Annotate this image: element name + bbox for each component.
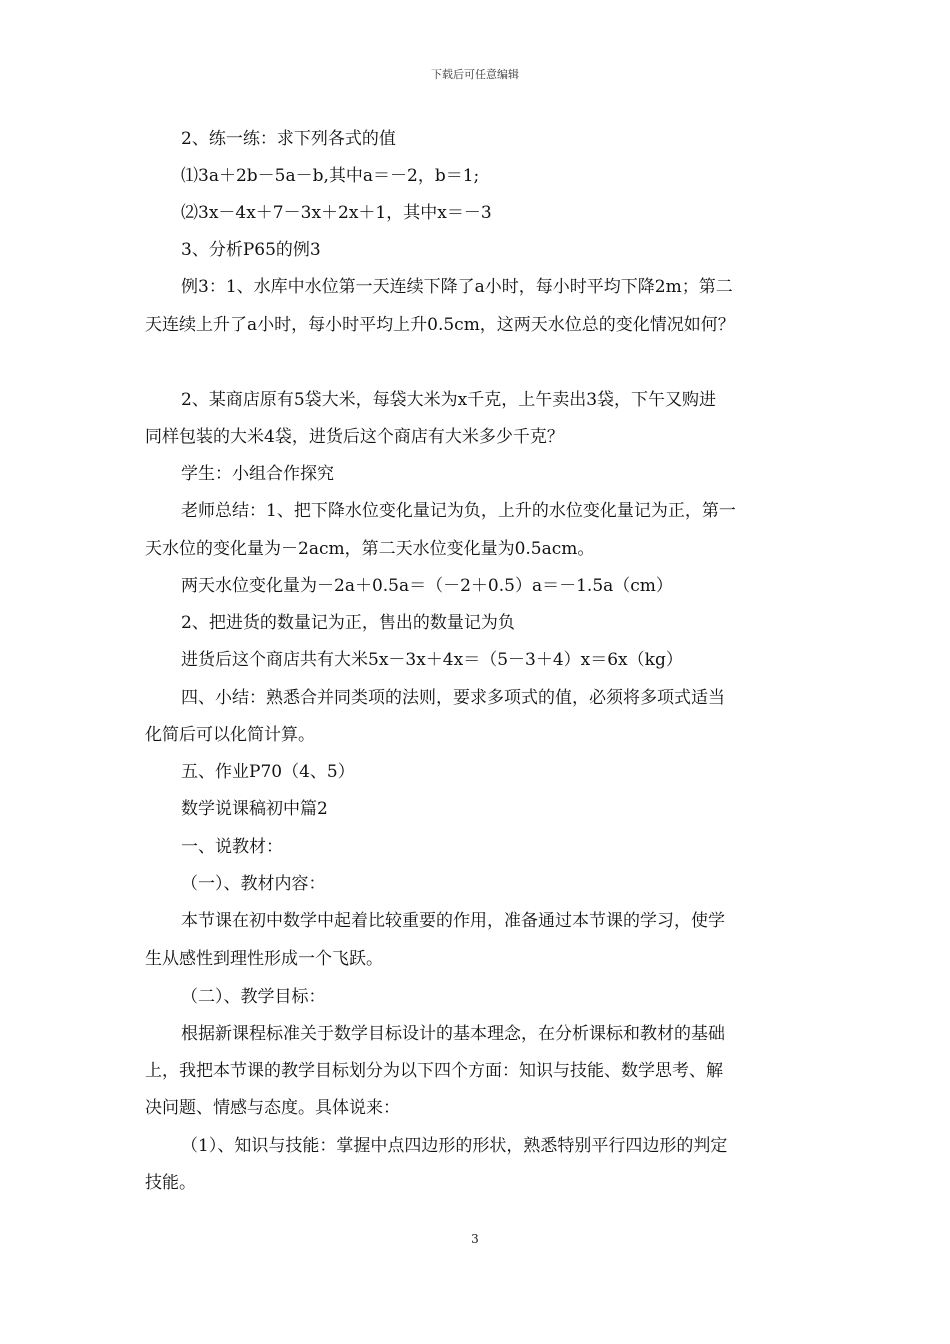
text-line: ⑵3x－4x＋7－3x＋2x＋1，其中x＝－3 xyxy=(181,203,492,223)
text-line: 决问题、情感与态度。具体说来： xyxy=(145,1098,400,1118)
text-line: 上，我把本节课的教学目标划分为以下四个方面：知识与技能、数学思考、解 xyxy=(145,1061,723,1081)
text-line: 天连续上升了a小时，每小时平均上升0.5cm，这两天水位总的变化情况如何？ xyxy=(145,315,735,335)
text-line: 生从感性到理性形成一个飞跃。 xyxy=(145,949,383,969)
text-line: 例3：1、水库中水位第一天连续下降了a小时，每小时平均下降2m；第二 xyxy=(181,277,733,297)
text-line: 3、分析P65的例3 xyxy=(181,240,321,260)
text-line: 技能。 xyxy=(145,1173,196,1193)
text-line: 同样包装的大米4袋，进货后这个商店有大米多少千克？ xyxy=(145,427,564,447)
text-line: 化简后可以化简计算。 xyxy=(145,725,315,745)
text-line: 老师总结：1、把下降水位变化量记为负，上升的水位变化量记为正，第一 xyxy=(181,501,736,521)
text-line: （一）、教材内容： xyxy=(181,874,326,894)
text-line: 五、作业P70（4、5） xyxy=(181,762,355,782)
text-line: 进货后这个商店共有大米5x－3x＋4x＝（5－3＋4）x＝6x（kg） xyxy=(181,650,683,670)
page-header: 下载后可任意编辑 xyxy=(431,68,519,81)
text-line: 学生：小组合作探究 xyxy=(181,464,334,484)
text-line: 2、某商店原有5袋大米，每袋大米为x千克，上午卖出3袋，下午又购进 xyxy=(181,390,717,410)
text-line: 两天水位变化量为－2a＋0.5a＝（－2＋0.5）a＝－1.5a（cm） xyxy=(181,576,673,596)
section-title: 数学说课稿初中篇2 xyxy=(181,799,328,819)
text-line: 一、说教材： xyxy=(181,837,283,857)
text-line: 四、小结：熟悉合并同类项的法则，要求多项式的值，必须将多项式适当 xyxy=(181,688,725,708)
text-line: ⑴3a＋2b－5a－b,其中a＝－2，b＝1; xyxy=(181,166,480,186)
text-line: 本节课在初中数学中起着比较重要的作用，准备通过本节课的学习，使学 xyxy=(181,911,725,931)
text-line: 根据新课程标准关于数学目标设计的基本理念，在分析课标和教材的基础 xyxy=(181,1024,725,1044)
text-line: 2、把进货的数量记为正，售出的数量记为负 xyxy=(181,613,515,633)
text-line: （1）、知识与技能：掌握中点四边形的形状，熟悉特别平行四边形的判定 xyxy=(181,1136,728,1156)
text-line: 天水位的变化量为－2acm，第二天水位变化量为0.5acm。 xyxy=(145,539,595,559)
text-line: （二）、教学目标： xyxy=(181,987,326,1007)
text-line: 2、练一练：求下列各式的值 xyxy=(181,129,396,149)
page-number: 3 xyxy=(471,1232,479,1246)
